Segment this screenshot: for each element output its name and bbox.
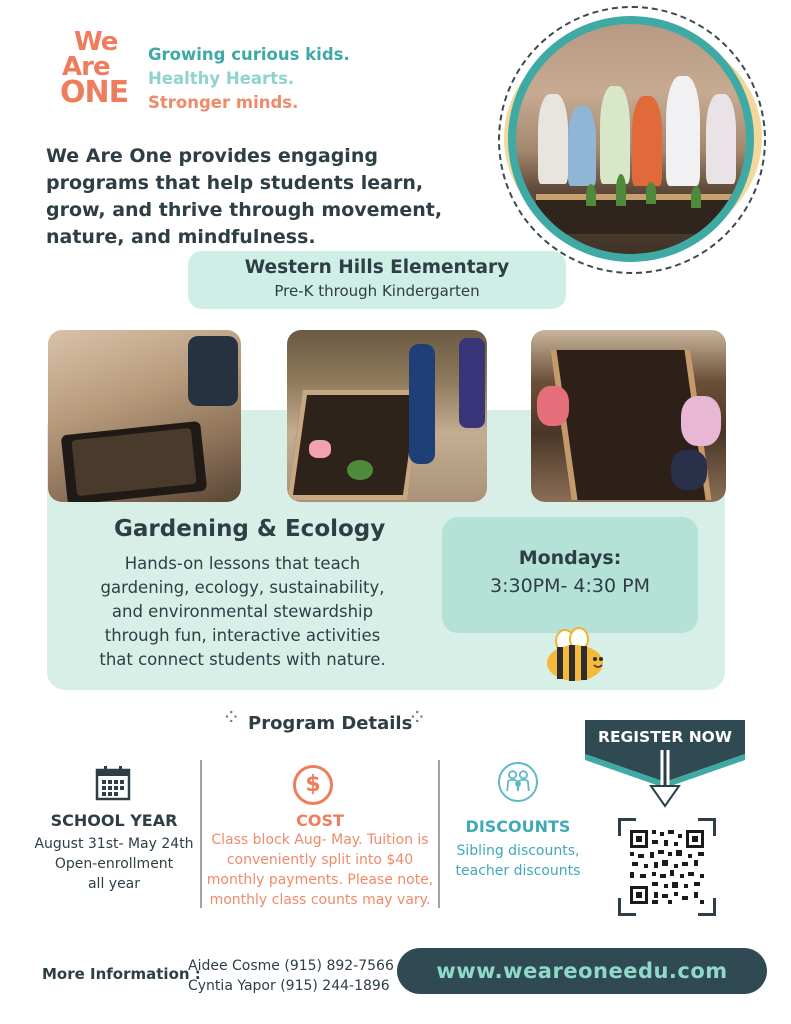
- kid-figure: [666, 76, 700, 186]
- contact-list: [188, 956, 394, 996]
- calendar-icon: [95, 765, 131, 801]
- discount-teacher: teacher discounts: [455, 863, 581, 879]
- column-divider: [438, 760, 440, 908]
- kid-figure: [632, 96, 662, 186]
- plant: [616, 174, 626, 206]
- program-title: Gardening & Ecology: [114, 516, 386, 542]
- kid-figure: [538, 94, 568, 184]
- kid-figure: [568, 106, 596, 186]
- child: [537, 386, 569, 426]
- logo-word-we: We: [74, 27, 118, 57]
- tagline-3: Stronger minds.: [148, 93, 299, 112]
- schedule-box: [442, 517, 698, 633]
- kids-photo: [516, 24, 746, 254]
- gardening-photo-3: [531, 330, 726, 502]
- tagline-1: Growing curious kids.: [148, 45, 350, 64]
- taglines: [148, 43, 350, 115]
- school-year-title: SCHOOL YEAR: [50, 811, 178, 830]
- we-are-one-logo: [58, 27, 138, 120]
- discounts-title: DISCOUNTS: [465, 817, 571, 836]
- program-description: Hands-on lessons that teach gardening, ecology, sustainability, and environmental stewardship through fun, interactive activities that connect students with nature.: [99, 554, 386, 669]
- child: [409, 344, 435, 464]
- child: [459, 338, 485, 428]
- child-arm: [188, 336, 238, 406]
- cost-text: Class block Aug- May. Tuition is conveniently split into $40 monthly payments. Please note, monthly class counts may vary.: [206, 832, 434, 908]
- school-grades: Pre-K through Kindergarten: [274, 282, 480, 300]
- watering-can: [309, 440, 331, 458]
- garden-bed: [536, 194, 736, 234]
- child: [671, 450, 707, 490]
- qr-pattern: [618, 818, 716, 916]
- dollar-icon: $: [293, 765, 333, 805]
- child: [681, 396, 721, 446]
- register-now-label: REGISTER NOW: [598, 728, 732, 746]
- school-year-text: [30, 834, 198, 894]
- intro-paragraph: We Are One provides engaging programs that help students learn, grow, and thrive through movement, nature, and mindfulness.: [46, 145, 443, 248]
- plant: [586, 184, 596, 206]
- discounts-text: [446, 841, 590, 881]
- more-information-label: More Information :: [42, 965, 201, 983]
- kid-figure: [600, 86, 630, 184]
- contact-aidee: Aidee Cosme (915) 892-7566: [188, 958, 394, 974]
- gardening-photo-1: [48, 330, 241, 502]
- school-info-box: [188, 251, 566, 309]
- school-year-enrollment: Open-enrollment: [54, 856, 174, 872]
- register-now-banner[interactable]: [585, 720, 745, 808]
- gardening-photo-2: [287, 330, 487, 502]
- plant: [646, 182, 656, 204]
- website-link[interactable]: [397, 948, 767, 994]
- column-divider: [200, 760, 202, 908]
- kids-circle-photo: [498, 6, 766, 274]
- qr-code[interactable]: [618, 818, 716, 916]
- website-url: www.weareoneedu.com: [436, 959, 728, 983]
- school-year-dates: August 31st- May 24th: [34, 836, 194, 852]
- school-name: Western Hills Elementary: [244, 257, 510, 278]
- schedule-time: 3:30PM- 4:30 PM: [490, 575, 650, 597]
- bee-icon: [543, 627, 607, 685]
- schedule-day: Mondays:: [518, 547, 622, 569]
- family-icon: [498, 762, 538, 802]
- kid-figure: [706, 94, 736, 184]
- tagline-2: Healthy Hearts.: [148, 69, 295, 88]
- program-details-title: Program Details: [248, 713, 413, 734]
- raised-bed: [287, 390, 422, 500]
- sparkle-left-icon: ⁘: [222, 706, 241, 731]
- discount-sibling: Sibling discounts,: [456, 843, 580, 859]
- logo-word-are: Are: [62, 51, 110, 82]
- sparkle-right-icon: ⁘: [408, 706, 427, 731]
- school-year-note: all year: [87, 876, 141, 892]
- cost-title: COST: [296, 811, 344, 830]
- contact-cyntia: Cyntia Yapor (915) 244-1896: [188, 978, 390, 994]
- plant: [347, 460, 373, 480]
- logo-word-one: ONE: [60, 75, 129, 111]
- plant: [691, 186, 701, 208]
